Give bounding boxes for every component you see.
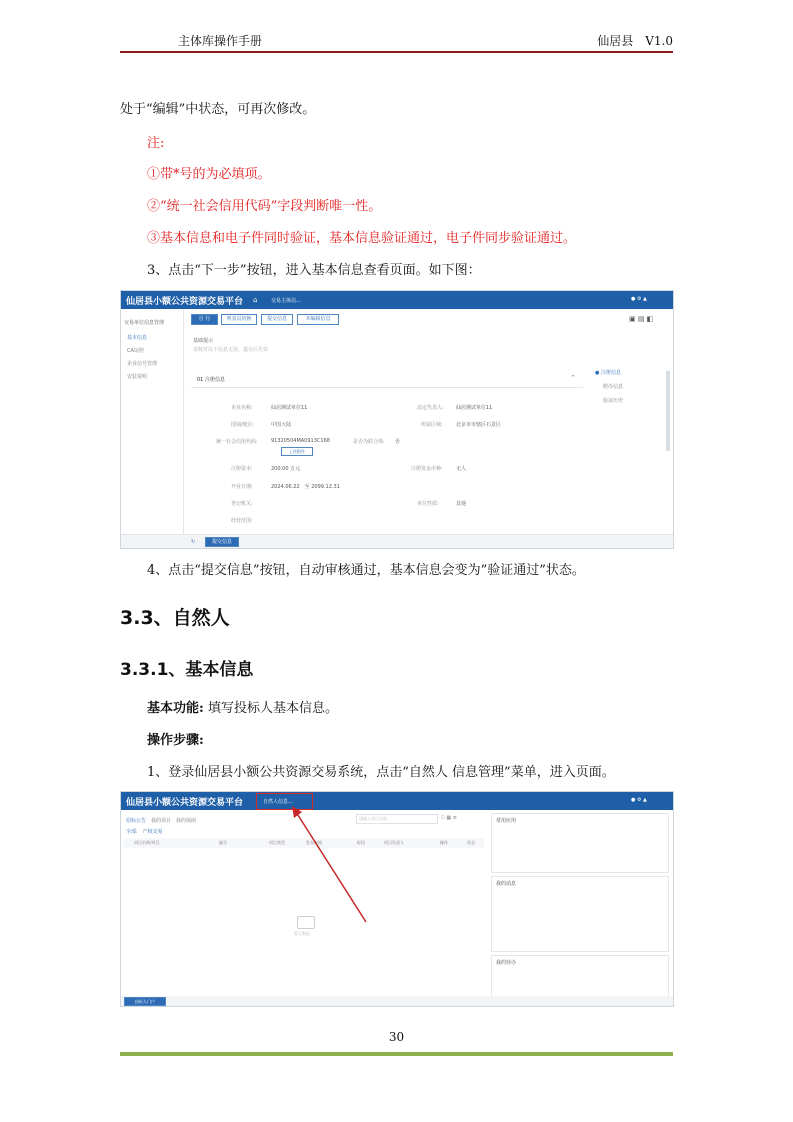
tip-text: 请核对以下信息无误，提交后生效 [193, 347, 269, 353]
platform-brand: 仙居县小额公共资源交易平台 [126, 798, 244, 808]
field-value: 中国大陆 [271, 422, 292, 428]
heading-3-3: 3.3、自然人 [120, 607, 230, 629]
heading-3-3-1: 3.3.1、基本信息 [120, 660, 254, 680]
panel-title: 我的消息 [496, 881, 517, 887]
header-version: 仙居县 V1.0 [597, 34, 673, 48]
col-header: 项目名称/项目 [134, 840, 160, 845]
field-label: 法定代表人: [417, 405, 444, 411]
tab-my-guarantee[interactable]: 我的保函 [176, 818, 197, 824]
col-header: 编号 [219, 840, 227, 845]
search-input[interactable]: 请输入项目名称 [356, 814, 438, 824]
empty-text: 暂无数据 [294, 931, 310, 936]
sidebar-item-signal[interactable]: 企业信号管理 [127, 361, 158, 367]
screenshot-basic-info [120, 290, 674, 549]
bottom-bar [121, 534, 673, 549]
basic-function-label: 基本功能: [147, 701, 204, 716]
page-number: 30 [388, 1030, 405, 1044]
submit-info-button[interactable]: 提交信息 [205, 537, 239, 547]
tab-tender-notice[interactable]: 招标公告 [126, 818, 147, 824]
note-3: ③基本信息和电子件同时验证，基本信息验证通过，电子件同步验证通过。 [147, 231, 577, 246]
col-header: 状态 [467, 840, 475, 845]
footer-bar [120, 1052, 673, 1056]
sidebar-item-ca[interactable]: CA证照 [127, 348, 144, 354]
field-value: 仙居测试单位11 [271, 405, 308, 411]
bottom-bar [121, 996, 673, 1006]
steps-label: 操作步骤: [147, 733, 204, 748]
toolbar-icons[interactable]: ▣ ▤ ◧ [629, 315, 654, 323]
field-label: 开业日期: [231, 484, 253, 490]
panel-todo [491, 955, 669, 997]
step-4: 4、点击“提交信息”按钮，自动审核通过，基本信息会变为”验证通过”状态。 [147, 563, 585, 578]
tab-list-switch[interactable]: 列表页切换 [221, 314, 257, 325]
sidebar [121, 309, 184, 548]
sidebar-item-basic[interactable]: 基本信息 [127, 335, 148, 341]
field-label: 企业名称: [231, 405, 253, 411]
panel-messages [491, 876, 669, 952]
collapse-icon[interactable]: ^ [571, 375, 576, 381]
note-1: ①带*号的为必填项。 [147, 167, 271, 182]
scrollbar[interactable] [666, 371, 670, 451]
header-title: 主体库操作手册 [178, 34, 263, 48]
sidebar-title: 交易单位信息管理 [124, 320, 165, 326]
platform-brand: 仙居县小额公共资源交易平台 [126, 297, 244, 307]
field-value: 其他 [456, 501, 467, 507]
field-label: 注册资本: [231, 466, 253, 472]
step-3: 3、点击“下一步”按钮，进入基本信息查看页面。如下图： [147, 263, 481, 278]
tab-my-projects[interactable]: 我的项目 [151, 818, 172, 824]
field-label: 所属区域: [421, 422, 443, 428]
panel-title: 我的待办 [496, 960, 517, 966]
basic-function [147, 700, 338, 718]
bidder-portal-button[interactable]: 投标人门户 [124, 997, 166, 1006]
field-label: 是否为联合体: [353, 439, 385, 445]
home-icon[interactable]: ⌂ [253, 296, 258, 304]
col-header: 项目类型 [269, 840, 285, 845]
header-divider [120, 51, 673, 53]
right-nav-item-reg[interactable]: ● 注册信息 [595, 370, 621, 376]
field-label: 单位性质: [417, 501, 439, 507]
category-filter[interactable]: 全部: 产权交易 [126, 829, 163, 835]
upload-attachment-button[interactable]: 上传附件 [281, 447, 313, 456]
section-header [191, 371, 583, 388]
paragraph-edit-state: 处于“编辑”中状态，可再次修改。 [120, 102, 316, 117]
sidebar-item-guide[interactable]: 安装说明 [127, 374, 148, 380]
refresh-icon[interactable]: ↻ [191, 539, 196, 545]
filter-icon[interactable]: ▽ ▦ ≡ [441, 815, 457, 821]
basic-function-text: 填写投标人基本信息。 [207, 701, 338, 716]
field-value: 91320504MA0913C168 [271, 438, 330, 444]
field-value: 北京市市辖区石景区 [456, 422, 502, 428]
field-value: 仙居测试单位11 [456, 405, 493, 411]
step-1: 1、登录仙居县小额公共资源交易系统，点击“自然人 信息管理”菜单，进入页面。 [147, 765, 615, 780]
col-header: 操作 [440, 840, 448, 845]
field-label: 国别/地区: [231, 422, 255, 428]
col-header: 标段 [357, 840, 365, 845]
field-value: 否 [395, 439, 401, 445]
col-header: 发布时间 [306, 840, 322, 845]
note-title: 注: [147, 136, 165, 151]
tip-title: 基础提示 [193, 338, 214, 344]
field-label: 登记机关: [231, 501, 253, 507]
field-label: 统一社会信用代码: [216, 439, 258, 445]
note-2: ②“统一社会信用代码”字段判断唯一性。 [147, 199, 382, 214]
section-title: 01 注册信息 [197, 377, 225, 383]
tab-self[interactable]: 自 行 [191, 314, 218, 325]
nav-tab[interactable]: 交易主体信... [271, 298, 301, 304]
field-value: 无人 [456, 466, 467, 472]
right-nav-item-attach[interactable]: 附办信息 [603, 384, 624, 390]
pointer-arrow [280, 800, 380, 930]
screenshot-natural-person [120, 791, 674, 1007]
top-nav-bar [121, 792, 673, 810]
panel-common-apps [491, 813, 669, 873]
field-value: 200.00 万元 [271, 466, 301, 472]
user-icon[interactable]: ● ⚙ ▲ [631, 296, 647, 302]
tab-submit[interactable]: 提交信息 [261, 314, 293, 325]
tab-edit[interactable]: 本编辑信息 [297, 314, 339, 325]
field-label: 经营范围: [231, 518, 253, 524]
user-icon[interactable]: ● ⚙ ▲ [631, 797, 647, 803]
field-value: 2024.06.22 至 2099.12.31 [271, 484, 340, 490]
top-nav-bar [121, 291, 673, 309]
col-header: 项目负责人 [384, 840, 404, 845]
right-nav-item-history[interactable]: 验证历史 [603, 398, 624, 404]
field-label: 注册资金币种: [411, 466, 443, 472]
panel-title: 常用应用 [496, 818, 517, 824]
nav-tab-natural-person[interactable]: 自然人信息... [263, 799, 293, 805]
